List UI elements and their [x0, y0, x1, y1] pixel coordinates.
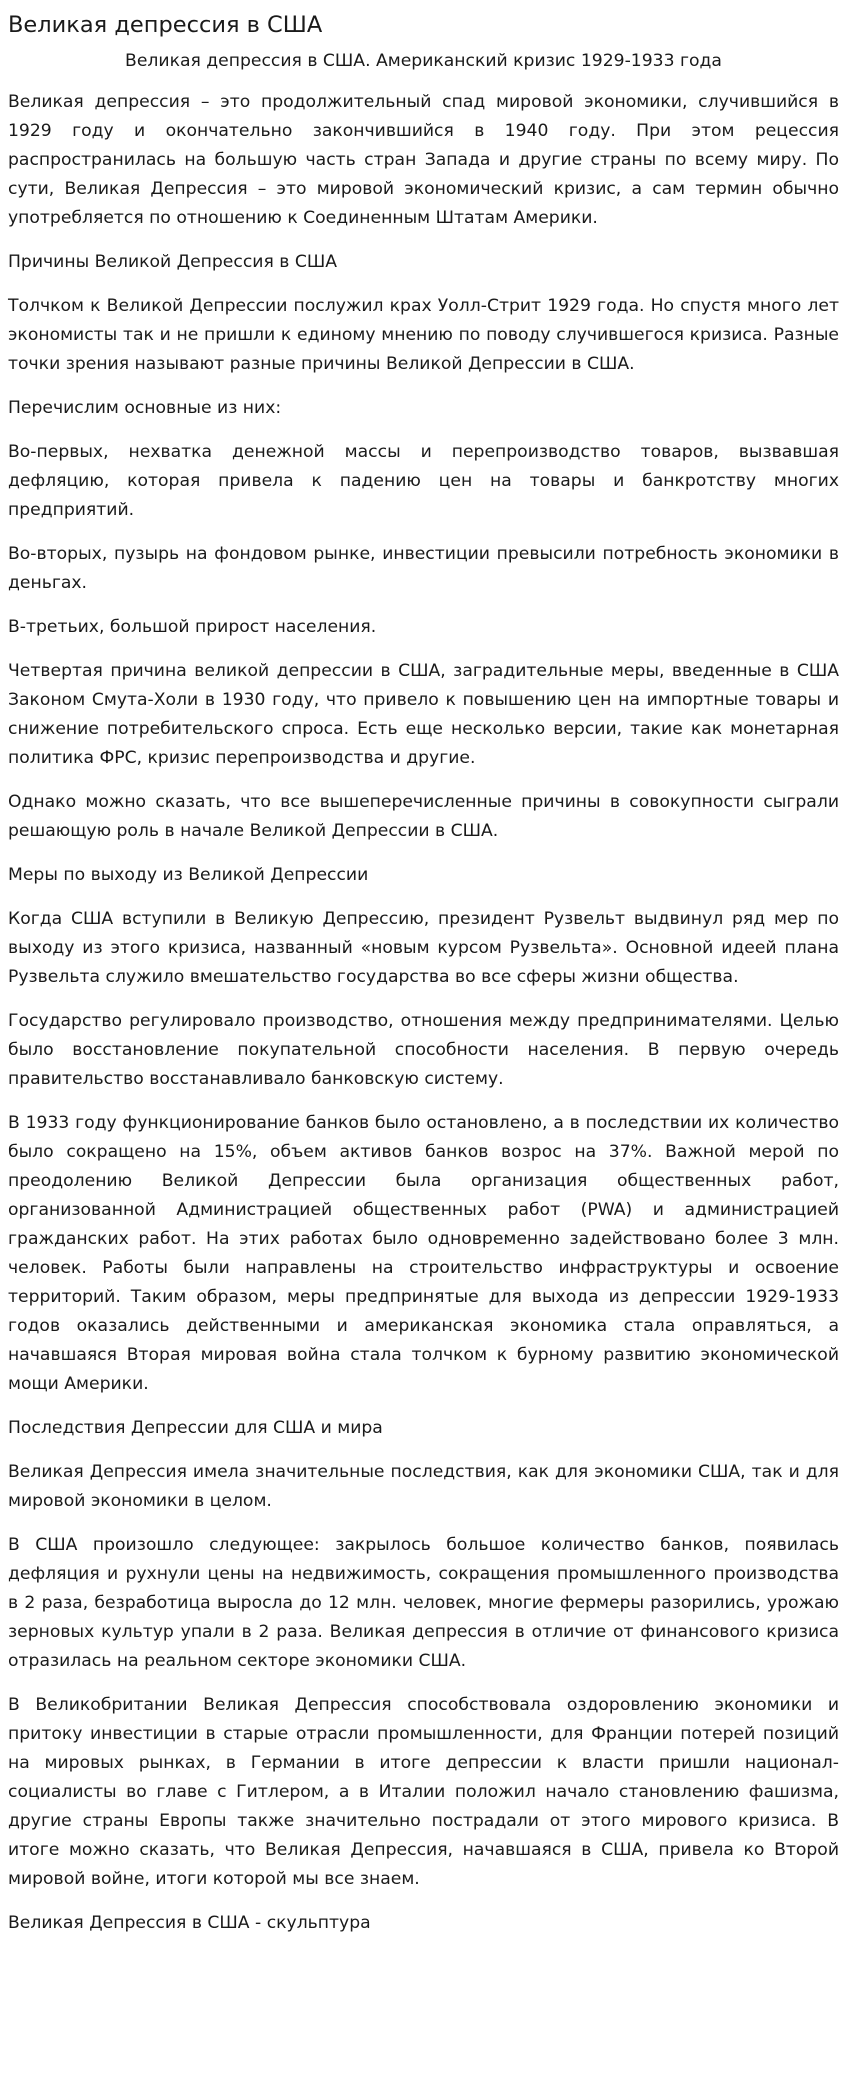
section-heading: Причины Великой Депрессия в США — [8, 252, 337, 272]
paragraph: Великая Депрессия имела значительные последствия, как для экономики США, так и для мировой экономики в целом. — [8, 1462, 839, 1511]
page-subtitle: Великая депрессия в США. Американский кризис 1929-1933 года — [125, 51, 722, 71]
paragraph: В Великобритании Великая Депрессия способствовала оздоровлению экономики и притоку инвестиции в старые отрасли промышленности, для Франции потерей позиций на мировых рынках, в Германии в итоге депрессии к власти пришли национал-социалисты во главе с Гитлером, а в Италии положил начало становлению фашизма, другие страны Европы также значительно пострадали от этого мирового кризиса. В итоге можно сказать, что Великая Депрессия, начавшаяся в США, привела ко Второй мировой войне, итоги которой мы все знаем. — [8, 1695, 839, 1889]
section-heading: Перечислим основные из них: — [8, 398, 282, 418]
article-body — [8, 88, 839, 1938]
paragraph: Четвертая причина великой депрессии в США, заградительные меры, введенные в США Законом Смута-Холи в 1930 году, что привело к повышению цен на импортные товары и снижение потребительского спроса. Есть еще несколько версии, такие как монетарная политика ФРС, кризис перепроизводства и другие. — [8, 661, 839, 768]
section-heading: Великая Депрессия в США - скульптура — [8, 1913, 371, 1933]
paragraph: Во-вторых, пузырь на фондовом рынке, инвестиции превысили потребность экономики в деньгах. — [8, 544, 839, 593]
paragraph: Государство регулировало производство, отношения между предпринимателями. Целью было восстановление покупательной способности населения. В первую очередь правительство восстанавливало банковскую систему. — [8, 1011, 839, 1089]
paragraph: В 1933 году функционирование банков было остановлено, а в последствии их количество было сокращено на 15%, объем активов банков возрос на 37%. Важной мерой по преодолению Великой Депрессии была организация общественных работ, организованной Администрацией общественных работ (PWA) и администрацией гражданских работ. На этих работах было одновременно задействовано более 3 млн. человек. Работы были направлены на строительство инфраструктуры и освоение территорий. Таким образом, меры предпринятые для выхода из депрессии 1929-1933 годов оказались действенными и американская экономика стала оправляться, а начавшаяся Вторая мировая война стала толчком к бурному развитию экономической мощи Америки. — [8, 1113, 839, 1394]
paragraph: Когда США вступили в Великую Депрессию, президент Рузвельт выдвинул ряд мер по выходу из этого кризиса, названный «новым курсом Рузвельта». Основной идеей плана Рузвельта служило вмешательство государства во все сферы жизни общества. — [8, 909, 839, 987]
section-heading: В-третьих, большой прирост населения. — [8, 617, 377, 637]
paragraph: Толчком к Великой Депрессии послужил крах Уолл-Стрит 1929 года. Но спустя много лет экономисты так и не пришли к единому мнению по поводу случившегося кризиса. Разные точки зрения называют разные причины Великой Депрессии в США. — [8, 296, 839, 374]
paragraph: Во-первых, нехватка денежной массы и перепроизводство товаров, вызвавшая дефляцию, которая привела к падению цен на товары и банкротству многих предприятий. — [8, 442, 839, 520]
section-heading: Последствия Депрессии для США и мира — [8, 1418, 383, 1438]
section-heading: Меры по выходу из Великой Депрессии — [8, 865, 369, 885]
paragraph: В США произошло следующее: закрылось большое количество банков, появилась дефляция и рухнули цены на недвижимость, сокращения промышленного производства в 2 раза, безработица выросла до 12 млн. человек, многие фермеры разорились, урожаю зерновых культур упали в 2 раза. Великая депрессия в отличие от финансового кризиса отразилась на реальном секторе экономики США. — [8, 1535, 839, 1671]
page-title: Великая депрессия в США — [8, 12, 323, 38]
paragraph: Однако можно сказать, что все вышеперечисленные причины в совокупности сыграли решающую роль в начале Великой Депрессии в США. — [8, 792, 839, 841]
paragraph: Великая депрессия – это продолжительный спад мировой экономики, случившийся в 1929 году и окончательно закончившийся в 1940 году. При этом рецессия распространилась на большую часть стран Запада и другие страны по всему миру. По сути, Великая Депрессия – это мировой экономический кризис, а сам термин обычно употребляется по отношению к Соединенным Штатам Америки. — [8, 92, 839, 228]
